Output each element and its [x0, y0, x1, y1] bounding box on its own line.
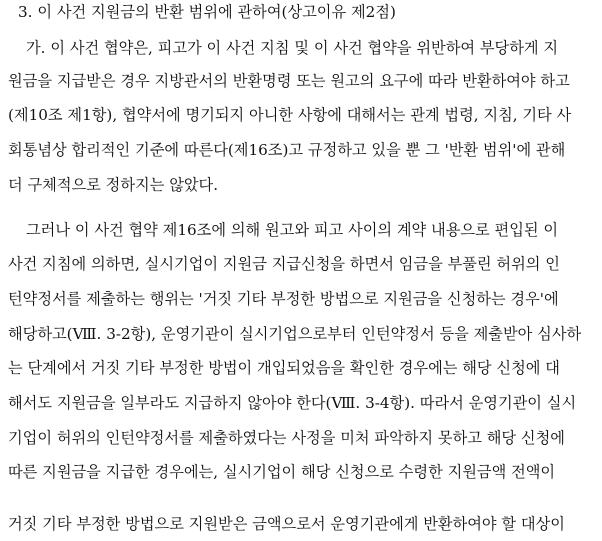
paragraph-line: 기업이 허위의 인턴약정서를 제출하였다는 사정을 미처 파악하지 못하고 해당 신청에: [8, 429, 565, 447]
paragraph-line: 원금을 지급받은 경우 지방관서의 반환명령 또는 원고의 요구에 따라 반환하여야 하고: [8, 72, 570, 90]
paragraph-line: (제10조 제1항), 협약서에 명기되지 아니한 사항에 대해서는 관계 법령, 지침, 기타 사: [8, 106, 572, 124]
paragraph-line: 따른 지원금을 지급한 경우에는, 실시기업이 해당 신청으로 수령한 지원금액 전액이: [8, 463, 556, 481]
paragraph-line: 사건 지침에 의하면, 실시기업이 지원금 지급신청을 하면서 임금을 부풀린 허위의 인: [8, 255, 560, 273]
paragraph-line: 가. 이 사건 협약은, 피고가 이 사건 지침 및 이 사건 협약을 위반하여 부당하게 지: [26, 39, 559, 57]
section-heading: 3. 이 사건 지원금의 반환 범위에 관하여(상고이유 제2점): [18, 3, 396, 21]
paragraph-line: 거짓 기타 부정한 방법으로 지원받은 금액으로서 운영기관에게 반환하여야 할 대상이: [8, 515, 565, 533]
paragraph-line: 는 단계에서 거짓 기타 부정한 방법이 개입되었음을 확인한 경우에는 해당 신청에 대: [8, 359, 560, 377]
paragraph-line: 그러나 이 사건 협약 제16조에 의해 원고와 피고 사이의 계약 내용으로 편입된 이: [26, 221, 559, 239]
paragraph-line: 해서도 지원금을 일부라도 지급하지 않아야 한다(Ⅷ. 3-4항). 따라서 운영기관이 실시: [8, 394, 577, 412]
paragraph-line: 턴약정서를 제출하는 행위는 '거짓 기타 부정한 방법으로 지원금을 신청하는 경우'에: [8, 290, 559, 308]
paragraph-line: 더 구체적으로 정하지는 않았다.: [8, 176, 219, 194]
paragraph-line: 해당하고(Ⅷ. 3-2항), 운영기관이 실시기업으로부터 인턴약정서 등을 제출받아 심사하: [8, 325, 582, 343]
paragraph-line: 회통념상 합리적인 기준에 따른다(제16조)고 규정하고 있을 뿐 그 '반환 범위'에 관해: [8, 141, 566, 159]
